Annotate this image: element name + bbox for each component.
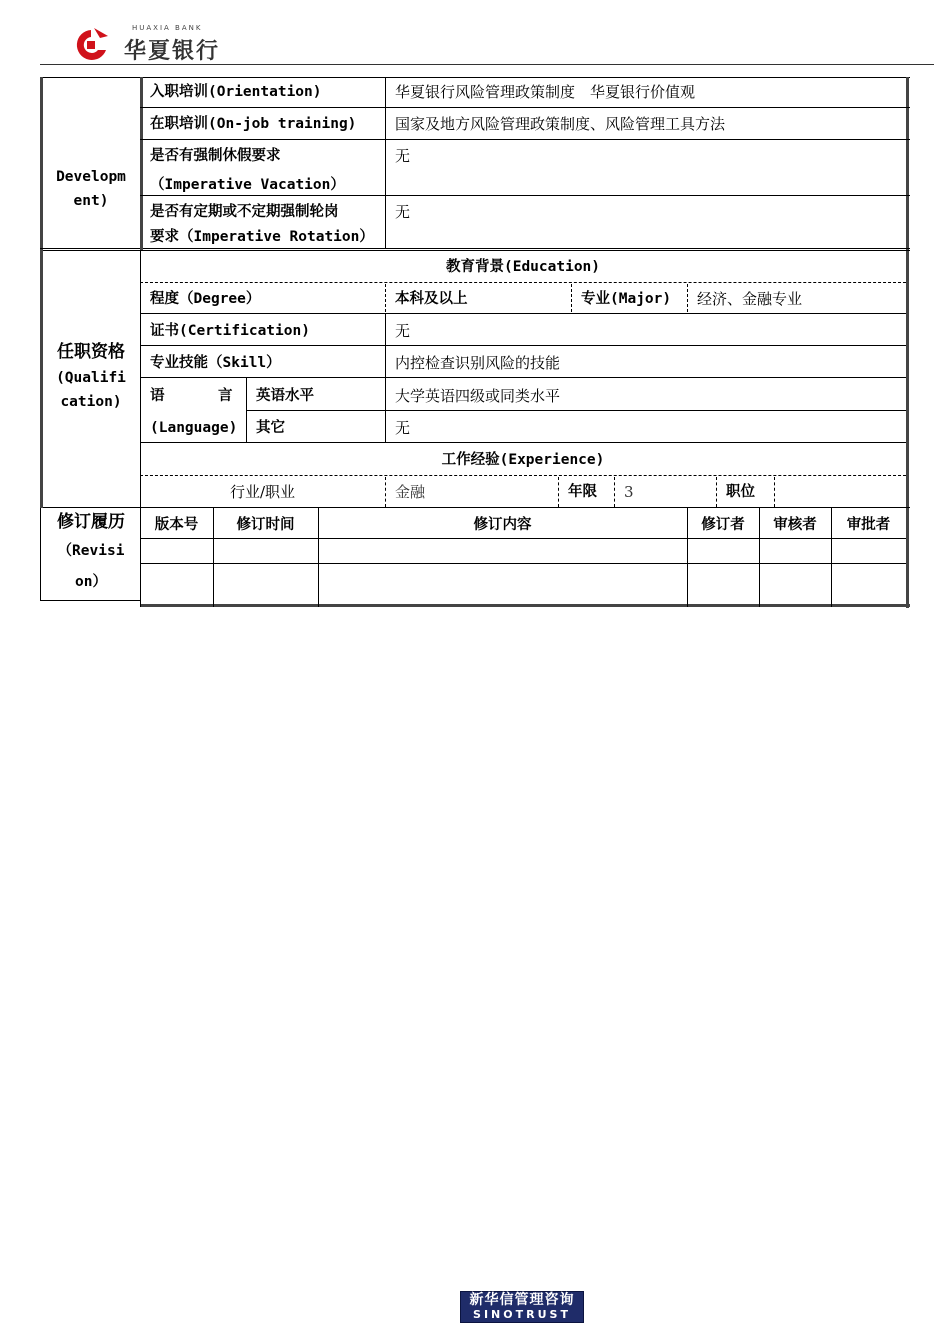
table-border-bottom — [140, 604, 910, 607]
section-divider-2 — [40, 507, 910, 508]
section-divider-1 — [40, 248, 910, 249]
revision-col-content: 修订内容 — [473, 517, 532, 533]
revision-col-version: 版本号 — [154, 517, 199, 533]
row-line — [140, 345, 906, 346]
on-job-training-value: 国家及地方风险管理政策制度、风险管理工具方法 — [395, 115, 726, 133]
skill-label: 专业技能（Skill） — [150, 355, 281, 371]
experience-header: 工作经验(Experience) — [441, 452, 605, 468]
bank-name-cn: 华夏银行 — [124, 39, 221, 64]
row-line — [140, 538, 906, 539]
row-line — [140, 563, 906, 564]
skill-value: 内控检查识别风险的技能 — [395, 354, 561, 372]
revision-section-cn: 修订履历 — [57, 512, 125, 532]
orientation-label: 入职培训(Orientation) — [150, 84, 322, 100]
sinotrust-logo-cn: 新华信管理咨询 — [469, 1292, 575, 1308]
industry-label: 行业/职业 — [229, 483, 296, 501]
job-description-table — [40, 77, 910, 607]
vacation-label-2: （Imperative Vacation） — [150, 177, 345, 193]
english-level-value: 大学英语四级或同类水平 — [395, 387, 561, 405]
orientation-value: 华夏银行风险管理政策制度 华夏银行价值观 — [395, 83, 696, 101]
years-label: 年限 — [568, 484, 597, 500]
revision-section-en-2: on） — [75, 574, 107, 590]
row-line — [140, 442, 906, 443]
language-label-2: 言 — [218, 388, 233, 404]
language-label-1: 语 — [150, 388, 165, 404]
revision-col-reviser: 修订者 — [701, 517, 745, 533]
row-line — [246, 410, 906, 411]
major-value: 经济、金融专业 — [697, 290, 803, 308]
bank-name-en: HUAXIA BANK — [132, 24, 203, 32]
language-label-en: (Language) — [150, 420, 238, 436]
on-job-training-label: 在职培训(On-job training) — [150, 116, 357, 132]
certification-label: 证书(Certification) — [150, 323, 310, 339]
row-line — [140, 377, 906, 378]
table-border-right — [906, 77, 909, 608]
vacation-label-1: 是否有强制休假要求 — [150, 148, 281, 164]
sinotrust-logo — [460, 1291, 584, 1323]
certification-value: 无 — [395, 322, 411, 340]
rotation-label-1: 是否有定期或不定期强制轮岗 — [150, 204, 339, 220]
major-label: 专业(Major) — [581, 291, 672, 307]
position-value — [774, 477, 906, 481]
other-language-value: 无 — [395, 419, 411, 437]
position-label: 职位 — [726, 484, 755, 500]
education-header: 教育背景(Education) — [445, 259, 601, 275]
section-divider-1b — [40, 250, 910, 251]
development-section-label: Developm ent) — [56, 169, 126, 209]
vacation-value: 无 — [395, 147, 411, 165]
header-divider — [40, 64, 934, 65]
revision-section-en-1: （Revisi — [57, 543, 125, 559]
rotation-label-2: 要求（Imperative Rotation） — [150, 229, 374, 245]
revision-label-bottom — [40, 600, 141, 601]
qualification-section-cn: 任职资格 — [57, 342, 125, 362]
huaxia-bank-logo — [70, 22, 270, 66]
revision-col-reviewer: 审核者 — [773, 517, 817, 533]
degree-value: 本科及以上 — [395, 291, 468, 307]
years-value: 3 — [624, 483, 634, 501]
dashed-col-line — [774, 477, 775, 507]
rotation-value: 无 — [395, 203, 411, 221]
dashed-row-line — [140, 475, 906, 476]
industry-value: 金融 — [395, 483, 426, 501]
english-level-label: 英语水平 — [256, 388, 314, 404]
row-line — [140, 313, 906, 314]
degree-label: 程度（Degree） — [150, 291, 261, 307]
revision-col-date: 修订时间 — [236, 517, 295, 533]
sinotrust-logo-en: SINOTRUST — [473, 1308, 571, 1321]
row-line — [140, 139, 910, 140]
qualification-section-en-2: cation) — [60, 394, 122, 410]
other-language-label: 其它 — [256, 420, 285, 436]
row-line — [140, 107, 910, 108]
section-border — [40, 77, 43, 250]
revision-col-approver: 审批者 — [846, 517, 891, 533]
dashed-row-line — [140, 282, 906, 283]
huaxia-logo-icon — [70, 26, 112, 64]
qualification-section-en-1: (Qualifi — [56, 370, 126, 386]
